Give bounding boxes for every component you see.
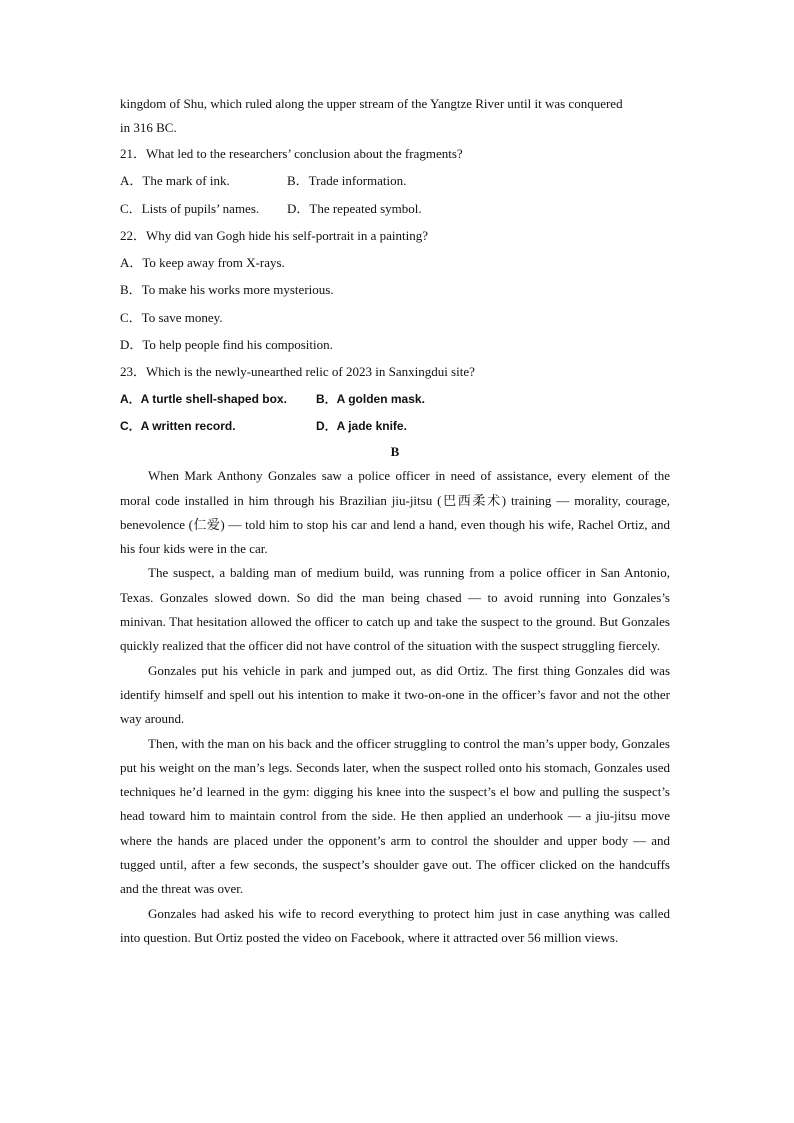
intro-line-2: in 316 BC. bbox=[120, 120, 177, 135]
question-21-options-row-1 bbox=[120, 167, 670, 194]
passage-paragraph-5: Gonzales had asked his wife to record everything to protect him just in case anything was called into question. But Ortiz posted the video on Facebook, where it attracted over 56 million views. bbox=[120, 905, 670, 945]
question-23-option-b: B．A golden mask. bbox=[316, 391, 425, 406]
question-21-stem: 21．What led to the researchers’ conclusion about the fragments? bbox=[120, 146, 463, 161]
question-22-option-a: A．To keep away from X-rays. bbox=[120, 255, 285, 271]
question-23-option-a: A．A turtle shell-shaped box. bbox=[120, 391, 287, 406]
question-23-options-row-2 bbox=[120, 413, 670, 440]
question-21-option-b: B．Trade information. bbox=[287, 173, 407, 189]
document-page bbox=[120, 92, 670, 950]
question-22-option-b: B．To make his works more mysterious. bbox=[120, 282, 334, 298]
passage-paragraph-2: The suspect, a balding man of medium build, was running from a police officer in San Antonio, Texas. Gonzales slowed down. So did the man being chased — to avoid running into Gonzales’s minivan. That hesitation allowed the officer to catch up and take the suspect to the ground. But Gonzales quickly realized that the officer did not have control of the situation with the suspect struggling fiercely. bbox=[120, 565, 670, 654]
question-23-stem: 23．Which is the newly-unearthed relic of 2023 in Sanxingdui site? bbox=[120, 364, 475, 380]
question-22-option-c: C．To save money. bbox=[120, 309, 223, 325]
question-21-options-row-2 bbox=[120, 195, 670, 222]
question-23-option-d: D．A jade knife. bbox=[316, 418, 407, 433]
question-21-option-d: D．The repeated symbol. bbox=[287, 200, 422, 216]
question-21-option-a: A．The mark of ink. bbox=[120, 173, 230, 189]
question-22-stem: 22．Why did van Gogh hide his self-portrait in a painting? bbox=[120, 227, 428, 243]
passage-paragraph-1: When Mark Anthony Gonzales saw a police officer in need of assistance, every element of the moral code installed in him through his Brazilian jiu-jitsu (巴西柔术) training — morality, courage, benevolence (仁爱) — told him to stop his car and lend a hand, even though his wife, Rachel Ortiz, and his four kids were in the car. bbox=[120, 468, 670, 557]
question-23-options-row-1 bbox=[120, 386, 670, 413]
question-22-option-d: D．To help people find his composition. bbox=[120, 337, 333, 353]
section-heading: B bbox=[390, 444, 400, 460]
question-21-option-c: C．Lists of pupils’ names. bbox=[120, 200, 260, 216]
passage-paragraph-3: Gonzales put his vehicle in park and jumped out, as did Ortiz. The first thing Gonzales did was identify himself and spell out his intention to make it two-on-one in the officer’s favor and not the other way around. bbox=[120, 662, 670, 727]
intro-line-1: kingdom of Shu, which ruled along the upper stream of the Yangtze River until it was conquered bbox=[120, 96, 623, 111]
question-23-option-c: C．A written record. bbox=[120, 418, 236, 433]
passage-paragraph-4: Then, with the man on his back and the officer struggling to control the man’s upper body, Gonzales put his weight on the man’s legs. Seconds later, when the suspect rolled onto his stomach, Gonzales used techniques he’d learned in the gym: digging his knee into the suspect’s el bow and pulling the suspect’s head toward him to maintain control from the side. He then applied an underhook — a jiu-jitsu move where the hands are placed under the opponent’s arm to control the shoulder and upper body — and tugged until, after a few seconds, the suspect’s shoulder gave out. The officer clicked on the handcuffs and the threat was over. bbox=[120, 735, 670, 897]
